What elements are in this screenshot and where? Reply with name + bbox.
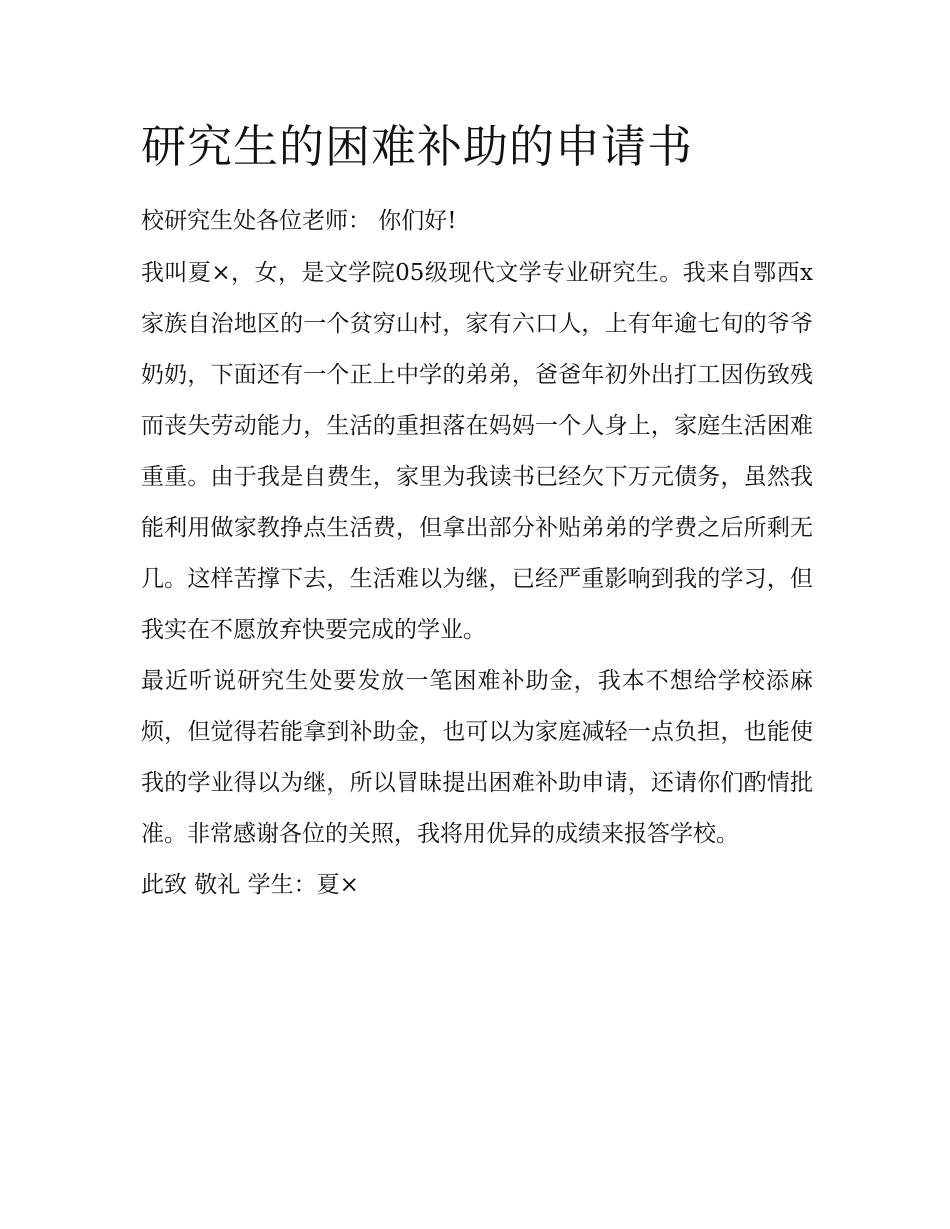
document-title: 研究生的困难补助的申请书 xyxy=(141,120,694,173)
closing-signature: 此致 敬礼 学生：夏× xyxy=(141,872,359,898)
document-body xyxy=(141,112,813,911)
paragraph-request: 最近听说研究生处要发放一笔困难补助金，我本不想给学校添麻烦，但觉得若能拿到补助金，也可以为家庭减轻一点负担，也能使我的学业得以为继，所以冒昧提出困难补助申请，还请你们酌情批准。非常感谢各位的关照，我将用优异的成绩来报答学校。 xyxy=(141,668,813,847)
salutation: 校研究生处各位老师： 你们好! xyxy=(141,208,457,234)
paragraph-family-situation: 我叫夏×，女，是文学院05级现代文学专业研究生。我来自鄂西x家族自治地区的一个贫穷山村，家有六口人，上有年逾七旬的爷爷奶奶，下面还有一个正上中学的弟弟，爸爸年初外出打工因伤致残而丧失劳动能力，生活的重担落在妈妈一个人身上，家庭生活困难重重。由于我是自费生，家里为我读书已经欠下万元债务，虽然我能利用做家教挣点生活费，但拿出部分补贴弟弟的学费之后所剩无几。这样苦撑下去，生活难以为继，已经严重影响到我的学习，但我实在不愿放弃快要完成的学业。 xyxy=(141,260,813,643)
